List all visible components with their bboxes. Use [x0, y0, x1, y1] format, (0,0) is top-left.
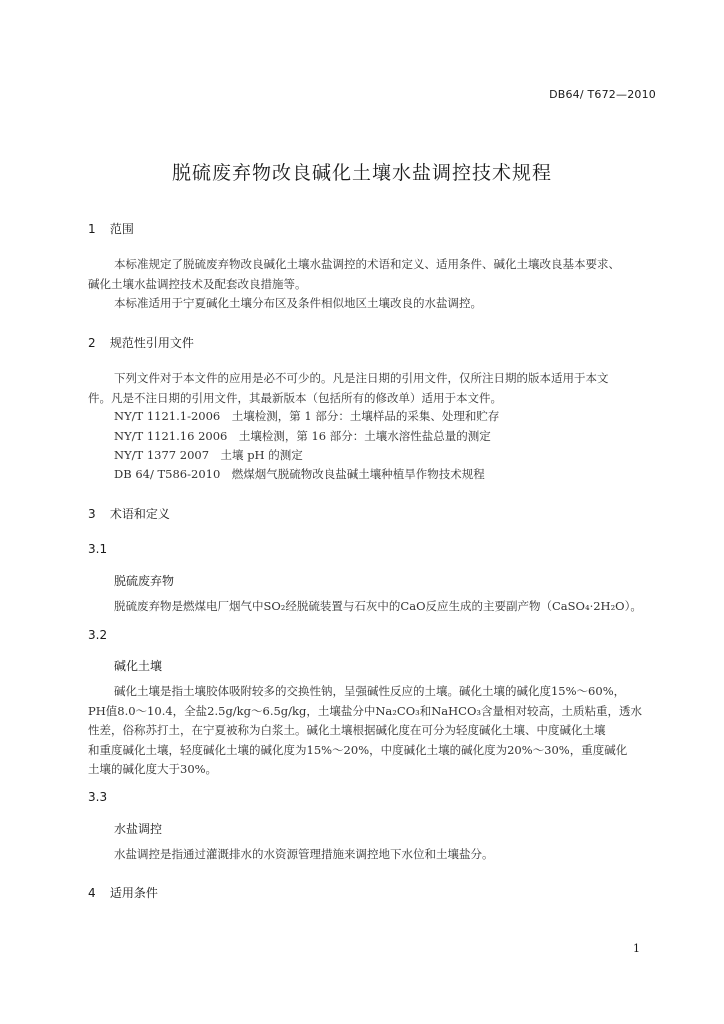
text-line: 性差，俗称苏打土，在宁夏被称为白浆土。碱化土壤根据碱化度在可分为轻度碱化土壤、中度碱化土壤 — [88, 723, 606, 737]
references-intro — [88, 369, 658, 408]
section-heading-applicable-conditions — [88, 884, 158, 901]
term-definition — [88, 682, 658, 780]
term-name: 水盐调控 — [114, 822, 163, 836]
term-definition — [88, 597, 658, 617]
term-name: 碱化土壤 — [114, 659, 163, 673]
text-line: 和重度碱化土壤，轻度碱化土壤的碱化度为15%～20%，中度碱化土壤的碱化度为20%～30%，重度碱化 — [88, 742, 628, 757]
text-line: 下列文件对于本文件的应用是必不可少的。凡是注日期的引用文件，仅所注日期的版本适用于本文 — [114, 371, 609, 385]
reference-item: NY/T 1377 2007 土壤 pH 的测定 — [114, 448, 303, 462]
scope-paragraph-2 — [88, 294, 658, 314]
section-number: 3 — [88, 507, 96, 521]
reference-item: NY/T 1121.16 2006 土壤检测，第 16 部分：土壤水溶性盐总量的测定 — [114, 429, 491, 443]
section-number: 2 — [88, 336, 96, 350]
text-line: 本标准适用于宁夏碱化土壤分布区及条件相似地区土壤改良的水盐调控。 — [114, 296, 482, 310]
text-line: 脱硫废弃物是燃煤电厂烟气中SO₂经脱硫装置与石灰中的CaO反应生成的主要副产物（CaSO₄·2H₂O）。 — [114, 599, 642, 613]
section-title: 术语和定义 — [109, 507, 170, 521]
text-line: 件。凡是不注日期的引用文件，其最新版本（包括所有的修改单）适用于本文件。 — [88, 390, 502, 405]
section-heading-normative-references — [88, 334, 194, 351]
section-number: 4 — [88, 886, 96, 900]
term-name: 脱硫废弃物 — [114, 574, 175, 588]
scope-paragraph-1 — [88, 255, 658, 294]
text-line: 水盐调控是指通过灌溉排水的水资源管理措施来调控地下水位和土壤盐分。 — [114, 847, 494, 861]
term-number: 3.1 — [88, 542, 108, 556]
page-number: 1 — [633, 942, 640, 955]
standard-code: DB64/ T672—2010 — [549, 88, 656, 101]
section-title: 适用条件 — [109, 886, 158, 900]
reference-item: DB 64/ T586-2010 燃煤烟气脱硫物改良盐碱土壤种植旱作物技术规程 — [114, 467, 485, 481]
term-definition — [88, 845, 658, 865]
reference-item: NY/T 1121.1-2006 土壤检测，第 1 部分：土壤样品的采集、处理和贮存 — [114, 409, 500, 423]
text-line: 本标准规定了脱硫废弃物改良碱化土壤水盐调控的术语和定义、适用条件、碱化土壤改良基本要求、 — [114, 257, 620, 271]
section-number: 1 — [88, 222, 96, 236]
text-line: 碱化土壤是指土壤胶体吸附较多的交换性钠，呈强碱性反应的土壤。碱化土壤的碱化度15%～60%， — [114, 684, 626, 698]
section-heading-terms — [88, 505, 170, 522]
section-title: 范围 — [109, 222, 134, 236]
section-heading-scope — [88, 220, 134, 237]
document-title: 脱硫废弃物改良碱化土壤水盐调控技术规程 — [171, 162, 552, 184]
text-line: 土壤的碱化度大于30%。 — [88, 762, 218, 776]
term-number: 3.2 — [88, 628, 108, 642]
section-title: 规范性引用文件 — [109, 336, 194, 350]
term-number: 3.3 — [88, 790, 108, 804]
text-line: 碱化土壤水盐调控技术及配套改良措施等。 — [88, 276, 307, 291]
text-line: PH值8.0～10.4，全盐2.5g/kg～6.5g/kg，土壤盐分中Na₂CO₃和NaHCO₃含量相对较高，土质粘重，透水 — [88, 703, 643, 718]
